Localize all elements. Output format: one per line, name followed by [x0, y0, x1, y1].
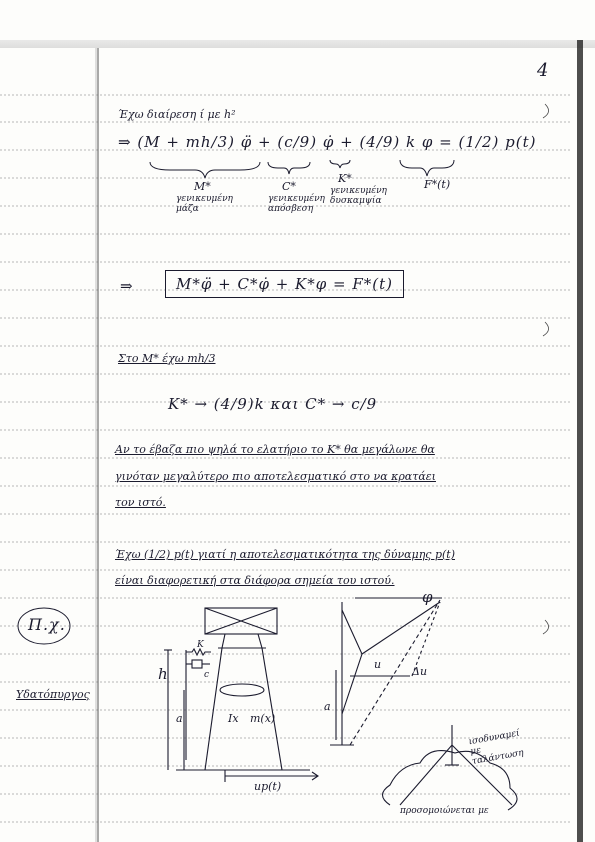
sketch-note-right: ισοδυναμεί με ταλάντωση	[467, 728, 525, 767]
sto-line: Στο M* έχω mh/3	[118, 352, 216, 365]
equation-main: ⇒ (M + mh/3) φ̈ + (c/9) φ̇ + (4/9) k φ = (1/2) p(t)	[118, 133, 537, 151]
para2-line1: Έχω (1/2) p(t) γιατί η αποτελεσματικότητα της δύναμης p(t)	[115, 548, 456, 561]
equation-boxed: M*φ̈ + C*φ̇ + K*φ = F*(t)	[165, 270, 404, 298]
sketch-u: u	[374, 658, 382, 671]
label-M-note: γενικευμένη μάζα	[176, 194, 233, 214]
label-C: C*	[282, 180, 296, 193]
para2-line2: είναι διαφορετική στα διάφορα σημεία του ιστού.	[115, 574, 395, 587]
margin-note-watertower: Υδατόπυργος	[16, 688, 90, 701]
para1-line3: τον ιστό.	[115, 496, 166, 509]
arrow: ⇒	[120, 277, 134, 295]
sketch-I: Ix	[228, 712, 239, 725]
sketch-mx: m(x)	[250, 712, 276, 725]
para1-line2: γινόταν μεγαλύτερο πιο αποτελεσματικό στο να κρατάει	[115, 470, 436, 483]
sketch-h: h	[158, 665, 169, 683]
label-K-note: γενικευμένη δυσκαμψία	[330, 186, 387, 206]
label-K: K*	[338, 172, 352, 185]
label-C-note: γενικευμένη απόσβεση	[268, 194, 325, 214]
intro-line: Έχω διαίρεση ί με h²	[118, 108, 236, 121]
sketch-c: c	[204, 670, 210, 680]
sketch-du: Δu	[412, 665, 428, 678]
page-number: 4	[537, 60, 550, 81]
sketch-phi: φ	[422, 588, 434, 606]
k-c-line: K* → (4/9)k και C* → c/9	[168, 395, 378, 413]
label-M: M*	[194, 180, 211, 193]
sketch-note-bottom: προσομοιώνεται με	[400, 806, 489, 816]
sketch-a2: a	[324, 700, 331, 713]
para1-line1: Αν το έβαζα πιο ψηλά το ελατήριο το K* θα μεγάλωνε θα	[115, 443, 435, 456]
sketch-up: up(t)	[254, 780, 282, 793]
sketch-k: K	[197, 640, 204, 650]
label-F: F*(t)	[424, 178, 451, 191]
sketch-a: a	[176, 712, 183, 725]
margin-note-example: Π.χ.	[28, 615, 66, 634]
